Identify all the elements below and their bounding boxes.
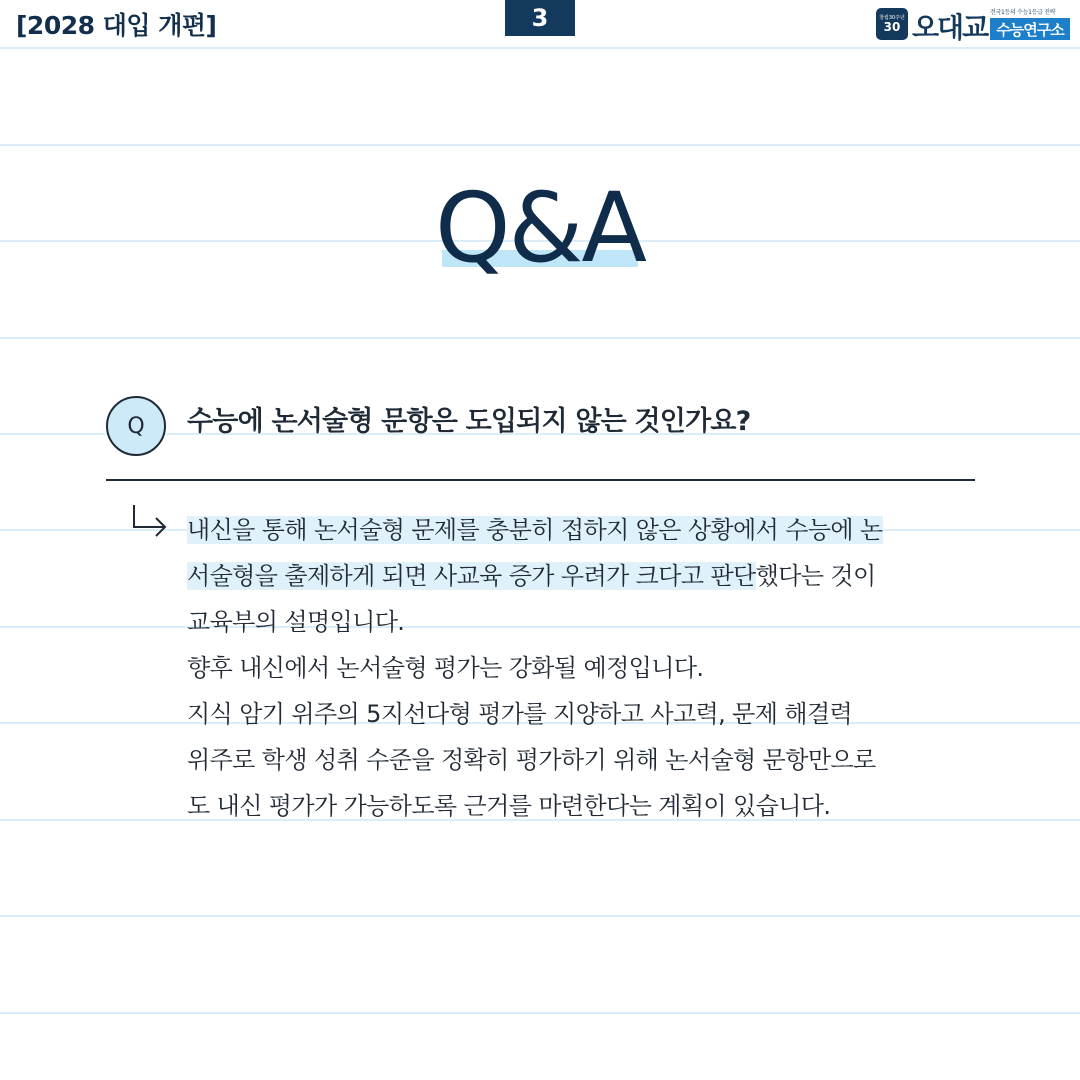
question-badge: Q <box>106 396 166 456</box>
ruled-line <box>0 1012 1080 1014</box>
brand-tagline: 전국1등의 수능1등급 전략 <box>990 9 1056 16</box>
answer-line: 교육부의 설명입니다. <box>187 608 405 636</box>
answer-text <box>187 507 987 829</box>
brand-name: 오대교 <box>912 11 988 44</box>
answer-line: 서술형을 출제하게 되면 사교육 증가 우려가 크다고 판단했다는 것이 <box>187 562 876 590</box>
answer-line: 내신을 통해 논서술형 문제를 충분히 접하지 않은 상황에서 수능에 논 <box>187 516 883 544</box>
answer-line: 위주로 학생 성취 수준을 정확히 평가하기 위해 논서술형 문항만으로 <box>187 746 876 774</box>
divider <box>106 479 975 481</box>
answer-line: 지식 암기 위주의 5지선다형 평가를 지양하고 사고력, 문제 해결력 <box>187 700 853 728</box>
reply-arrow-icon <box>130 503 170 543</box>
ruled-line <box>0 47 1080 49</box>
page-title: Q&A <box>434 172 646 284</box>
series-tag: [2028 대입 개편] <box>16 11 217 40</box>
answer-line: 향후 내신에서 논서술형 평가는 강화될 예정입니다. <box>187 654 704 682</box>
ruled-line <box>0 144 1080 146</box>
answer-line: 도 내신 평가가 가능하도록 근거를 마련한다는 계획이 있습니다. <box>187 792 831 820</box>
question-text: 수능에 논서술형 문항은 도입되지 않는 것인가요? <box>187 406 751 437</box>
page-number-badge: 3 <box>505 0 575 36</box>
anniversary-badge-icon: 창립30주년 30 <box>876 8 908 40</box>
ruled-line <box>0 337 1080 339</box>
ruled-line <box>0 915 1080 917</box>
brand-logo <box>876 8 1070 44</box>
institute-label: 수능연구소 <box>990 18 1070 40</box>
